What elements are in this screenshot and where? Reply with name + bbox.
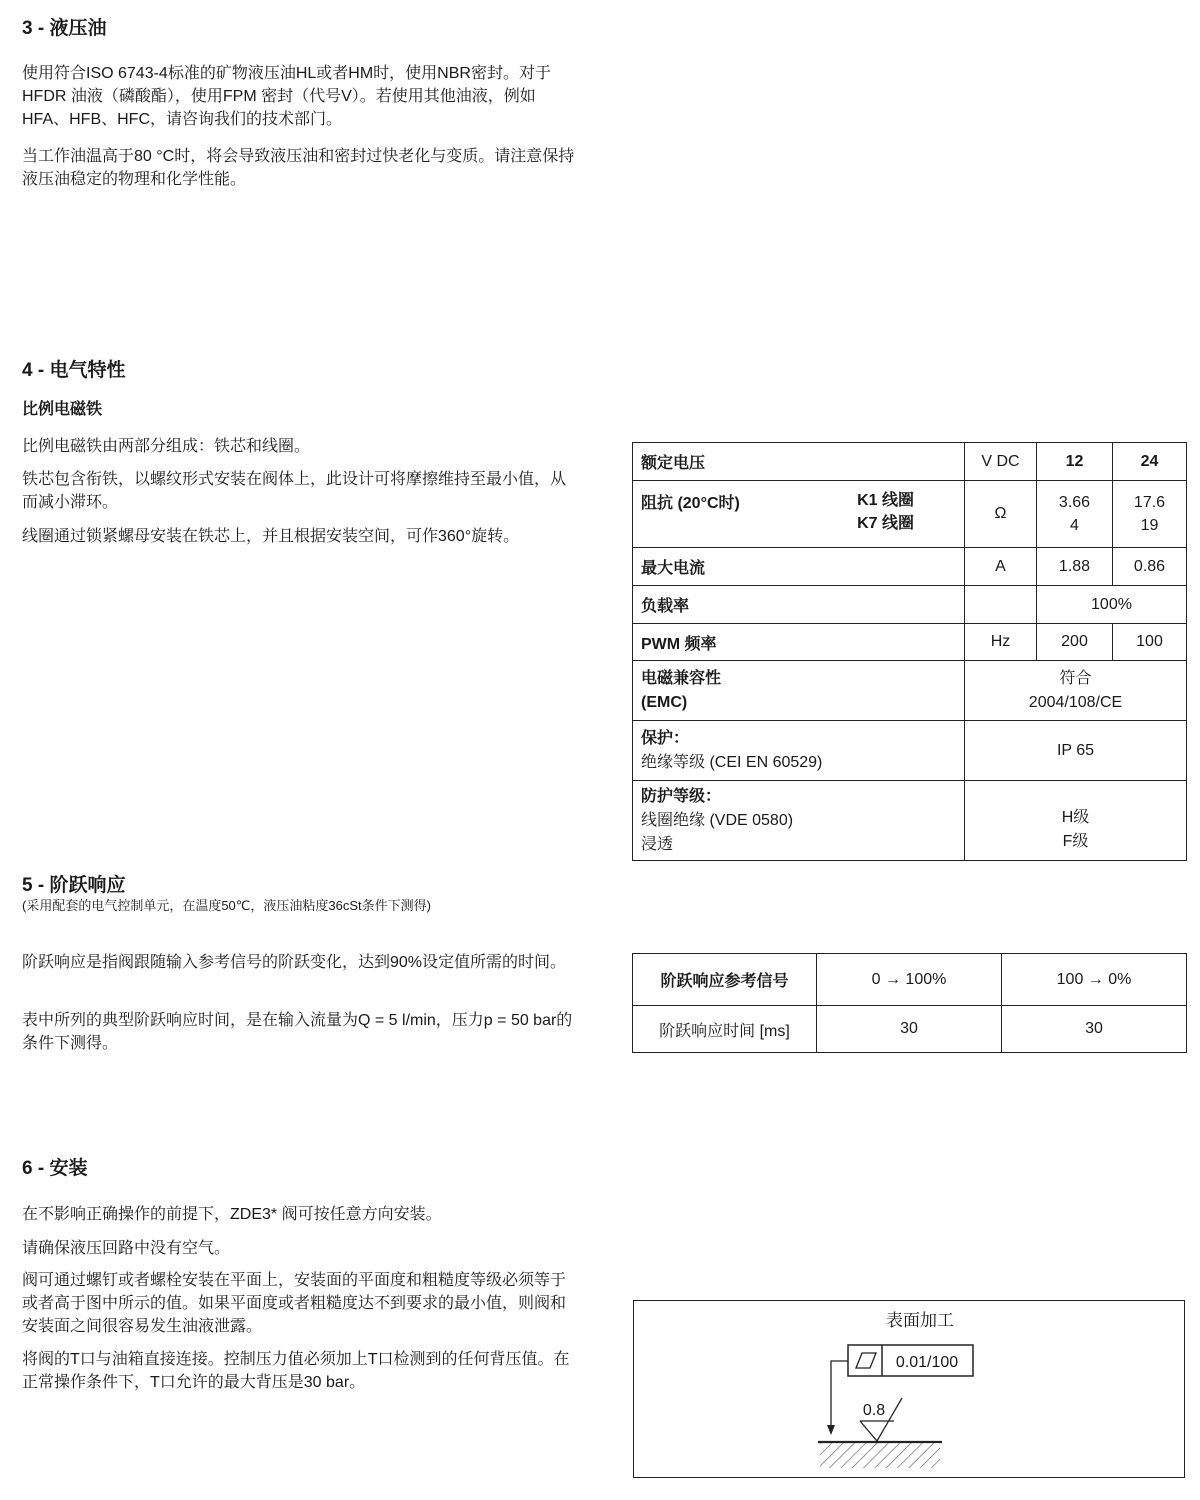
max-current-label: 最大电流	[633, 548, 965, 586]
row-rated-voltage	[633, 443, 1187, 481]
protection-label-cell	[633, 721, 965, 781]
section-4-paragraph-2: 铁芯包含衔铁，以螺纹形式安装在阀体上，此设计可将摩擦维持至最小值，从而减小滞环。	[22, 471, 567, 511]
row-pwm	[633, 624, 1187, 661]
section-4-paragraph-3: 线圈通过锁紧螺母安装在铁芯上，并且根据安装空间，可作360°旋转。	[22, 528, 520, 545]
rated-voltage-label: 额定电压	[633, 443, 965, 481]
flatness-frame	[848, 1345, 973, 1376]
max-current-unit: A	[965, 548, 1037, 586]
section-4-title: 4 - 电气特性	[22, 360, 126, 381]
hatched-surface	[818, 1442, 942, 1468]
step-response-header-up: 0 → 100%	[817, 954, 1002, 1006]
k7-coil-label: K7 线圈	[857, 515, 914, 532]
section-3-title: 3 - 液压油	[22, 18, 107, 39]
section-6-paragraph-1: 在不影响正确操作的前提下，ZDE3* 阀可按任意方向安装。	[22, 1206, 442, 1223]
section-6-paragraph-4: 将阀的T口与油箱直接连接。控制压力值必须加上T口检测到的任何背压值。在正常操作条件下，T口允许的最大背压是30 bar。	[22, 1351, 570, 1391]
step-response-header-down: 100 → 0%	[1002, 954, 1187, 1006]
emc-value-1: 符合	[1059, 669, 1092, 687]
protect-class-label-cell	[633, 781, 965, 861]
protect-class-label-1: 防护等级：	[641, 787, 722, 805]
emc-value-cell	[965, 661, 1187, 721]
resistance-k7-12: 4	[1070, 517, 1079, 534]
pwm-12: 200	[1037, 624, 1113, 661]
protection-label-2: 绝缘等级 (CEI EN 60529)	[641, 753, 823, 771]
electrical-spec-table	[632, 442, 1187, 861]
resistance-k1-12: 3.66	[1058, 494, 1091, 511]
protect-class-label-3: 浸透	[641, 835, 674, 853]
rated-voltage-12: 12	[1037, 443, 1113, 481]
resistance-k1-24: 17.6	[1133, 494, 1166, 511]
duty-label: 负载率	[633, 586, 965, 624]
resistance-unit: Ω	[965, 481, 1037, 548]
section-4-subtitle: 比例电磁铁	[22, 401, 103, 418]
section-6-paragraph-3: 阀可通过螺钉或者螺栓安装在平面上，安装面的平面度和粗糙度等级必须等于或者高于图中所示的值。如果平面度或者粗糙度达不到要求的最小值，则阀和安装面之间很容易发生油液泄露。	[22, 1272, 567, 1335]
section-4-paragraph-1: 比例电磁铁由两部分组成：铁芯和线圈。	[22, 438, 311, 455]
emc-value-2: 2004/108/CE	[1028, 693, 1123, 711]
resistance-24-cell	[1113, 481, 1187, 548]
section-5-title: 5 - 阶跃响应	[22, 875, 126, 896]
protect-class-value-2: F级	[1062, 832, 1089, 850]
resistance-label-cell	[633, 481, 965, 548]
pwm-label-a: PWM	[641, 635, 681, 653]
pwm-label-b: 频率	[680, 635, 717, 653]
rated-voltage-24: 24	[1113, 443, 1187, 481]
row-protection-class	[633, 781, 1187, 861]
duty-unit-empty	[965, 586, 1037, 624]
protection-value: IP 65	[965, 721, 1187, 781]
step-response-table	[632, 953, 1187, 1053]
max-current-24: 0.86	[1113, 548, 1187, 586]
section-5-paragraph-2: 表中所列的典型阶跃响应时间，是在输入流量为Q = 5 l/min，压力p = 50 bar的条件下测得。	[22, 1012, 573, 1052]
rated-voltage-unit: V DC	[965, 443, 1037, 481]
row-protection	[633, 721, 1187, 781]
resistance-12-cell	[1037, 481, 1113, 548]
flatness-value: 0.01/100	[895, 1354, 959, 1371]
duty-value: 100%	[1037, 586, 1187, 624]
pwm-unit: Hz	[965, 624, 1037, 661]
step-response-down-value: 30	[1002, 1006, 1187, 1053]
row-duty	[633, 586, 1187, 624]
max-current-12: 1.88	[1037, 548, 1113, 586]
section-6-paragraph-2: 请确保液压回路中没有空气。	[22, 1240, 231, 1257]
step-response-value-row	[633, 1006, 1187, 1053]
surface-finish-figure	[633, 1300, 1185, 1478]
section-3-paragraph-2: 当工作油温高于80 °C时，将会导致液压油和密封过快老化与变质。请注意保持液压油稳定的物理和化学性能。	[22, 148, 575, 188]
section-5-paragraph-1: 阶跃响应是指阀跟随输入参考信号的阶跃变化，达到90%设定值所需的时间。	[22, 954, 567, 971]
resistance-k7-24: 19	[1140, 517, 1159, 534]
roughness-value: 0.8	[862, 1402, 886, 1419]
emc-label-cell	[633, 661, 965, 721]
leader-arrow	[827, 1361, 848, 1435]
section-3-paragraph-1: 使用符合ISO 6743-4标准的矿物液压油HL或者HM时，使用NBR密封。对于HFDR 油液（磷酸酯），使用FPM 密封（代号V）。若使用其他油液，例如HFA、HFB、HFC，请咨询我们的技术部门。	[22, 65, 551, 128]
row-resistance	[633, 481, 1187, 548]
protect-class-label-2: 线圈绝缘 (VDE 0580)	[641, 811, 794, 829]
protection-label-1: 保护：	[641, 729, 690, 747]
step-response-row-label: 阶跃响应时间 [ms]	[633, 1006, 817, 1053]
k1-coil-label: K1 线圈	[857, 492, 914, 509]
step-response-up-value: 30	[817, 1006, 1002, 1053]
roughness-symbol	[860, 1398, 902, 1441]
protect-class-value-1: H级	[1061, 808, 1090, 826]
pwm-label-cell	[633, 624, 965, 661]
step-response-header-label: 阶跃响应参考信号	[633, 954, 817, 1006]
section-6-title: 6 - 安装	[22, 1158, 88, 1179]
surface-finish-drawing	[634, 1301, 1183, 1476]
flatness-icon	[856, 1353, 876, 1368]
protect-class-value-cell	[965, 781, 1187, 861]
emc-label-1: 电磁兼容性	[641, 669, 722, 687]
surface-finish-title: 表面加工	[886, 1311, 954, 1330]
step-response-header-row	[633, 954, 1187, 1006]
row-max-current	[633, 548, 1187, 586]
row-emc	[633, 661, 1187, 721]
pwm-24: 100	[1113, 624, 1187, 661]
resistance-label: 阻抗 (20°C时)	[641, 495, 740, 512]
section-5-note: (采用配套的电气控制单元，在温度50℃，液压油粘度36cSt条件下测得)	[22, 898, 431, 913]
emc-label-2: (EMC)	[641, 693, 688, 711]
